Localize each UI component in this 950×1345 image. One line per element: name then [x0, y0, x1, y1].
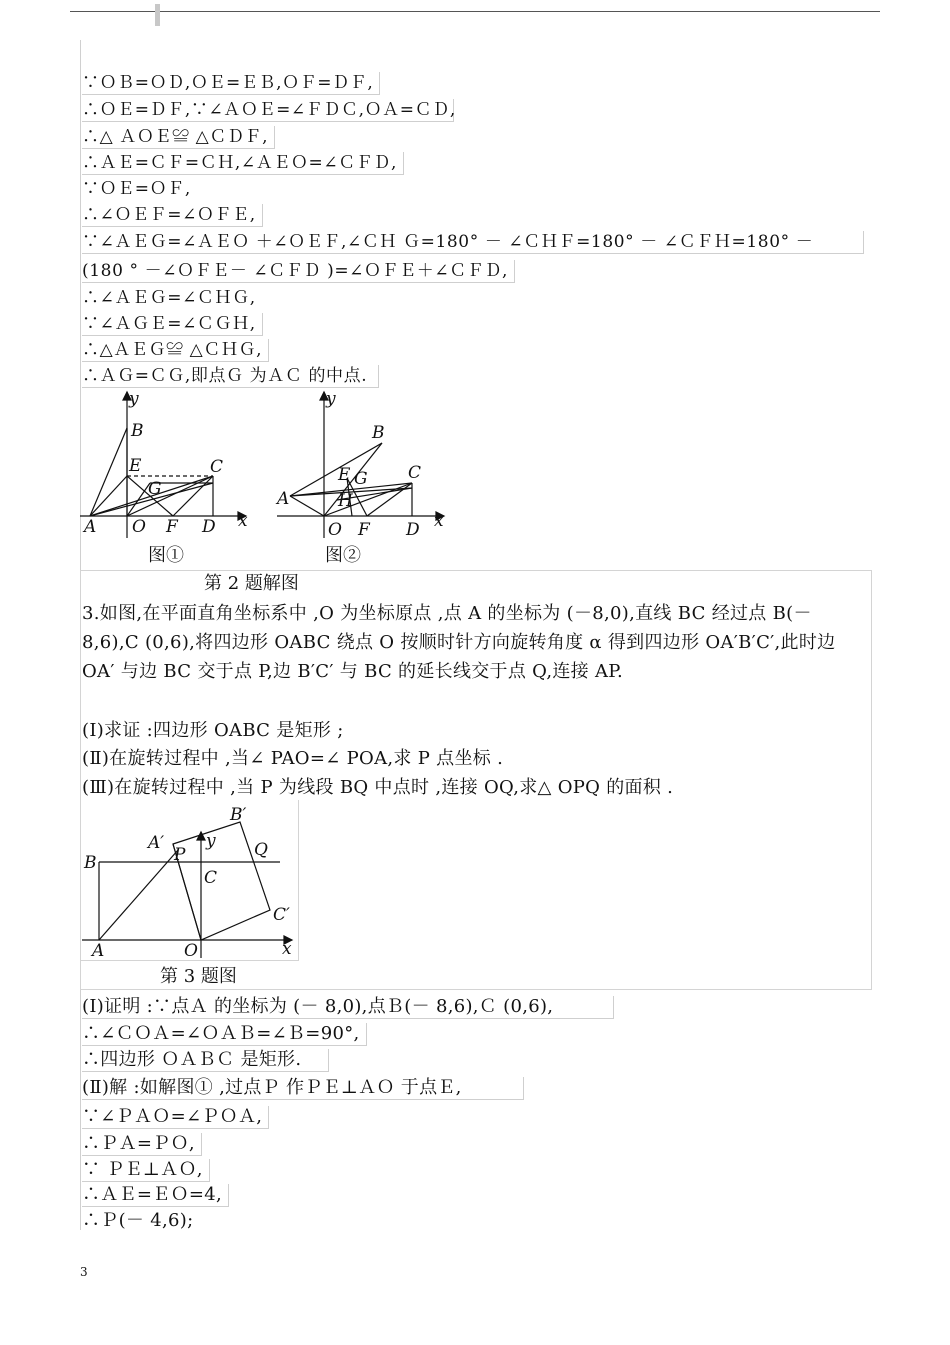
problem3-question-3: (Ⅲ)在旋转过程中 ,当 P 为线段 BQ 中点时 ,连接 OQ,求△ OPQ 的面积 .: [82, 777, 674, 798]
fig3-label-x: x: [282, 939, 292, 959]
problem3-question-2: (Ⅱ)在旋转过程中 ,当∠ PAO=∠ POA,求 P 点坐标 .: [82, 748, 504, 769]
solution3-line-4: (Ⅱ)解 :如解图① ,过点Ｐ 作ＰＥ⊥ＡＯ 于点Ｅ,: [82, 1077, 524, 1100]
figure-3-caption: 第 3 题图: [160, 966, 237, 987]
solution3-line-9: ∴Ｐ(－ 4,6);: [82, 1210, 194, 1231]
proof2-line-3: ∴△ ＡＯＥ≌ △ＣＤＦ,: [82, 126, 275, 149]
header-rule: [70, 11, 880, 12]
fig1-label-D: D: [202, 517, 216, 537]
fig1-label-y: y: [129, 389, 139, 409]
fig1-label-G: G: [148, 479, 162, 499]
fig3-label-B: B: [84, 853, 97, 873]
fig2-label-O: O: [328, 520, 342, 540]
fig3-label-A: A: [92, 941, 105, 961]
fig2-label-H: H: [338, 491, 353, 511]
proof2-line-7: ∵∠ＡＥＧ=∠ＡＥＯ ＋∠ＯＥＦ,∠ＣＨ Ｇ=180° － ∠ＣＨＦ=180° － ∠ＣＦＨ=180° －: [82, 231, 864, 254]
fig2-label-x: x: [434, 511, 444, 531]
fig1-label-C: C: [210, 457, 224, 477]
proof2-line-4: ∴ＡＥ=ＣＦ=ＣＨ,∠ＡＥＯ=∠ＣＦＤ,: [82, 152, 404, 175]
figure-2-1: [78, 388, 248, 543]
fig1-label-F: F: [166, 517, 178, 537]
solution3-line-5: ∵∠ＰＡＯ=∠ＰＯＡ,: [82, 1106, 269, 1129]
solution3-line-2: ∴∠ＣＯＡ=∠ＯＡＢ=∠Ｂ=90°,: [82, 1023, 367, 1046]
proof2-line-12: ∴ＡＧ=ＣＧ,即点Ｇ 为ＡＣ 的中点.: [82, 365, 379, 388]
problem3-statement: 3.如图,在平面直角坐标系中 ,O 为坐标原点 ,点 A 的坐标为 (－8,0),直线 BC 经过点 B(－8,6),C (0,6),将四边形 OABC 绕点 O 按顺时针方向旋转角度 α 得到四边形 OA′B′C′,此时边 OA′ 与边 BC 交于点 P,边 B′C′ 与 BC 的延长线交于点 Q,连接 AP.: [82, 603, 836, 682]
proof2-line-9: ∴∠ＡＥＧ=∠ＣＨＧ,: [82, 288, 256, 308]
fig1-label-x: x: [238, 511, 248, 531]
fig3-label-Bprime: B′: [230, 805, 247, 825]
figure-2-2: [272, 388, 450, 543]
fig3-label-C: C: [204, 868, 218, 888]
solution3-line-3: ∴四边形 ＯＡＢＣ 是矩形.: [82, 1049, 329, 1072]
fig2-label-D: D: [406, 520, 420, 540]
fig2-caption: 图②: [325, 545, 361, 566]
fig3-label-O: O: [184, 941, 198, 961]
fig1-caption: 图①: [148, 545, 184, 566]
proof2-line-10: ∵∠ＡＧＥ=∠ＣＧＨ,: [82, 313, 263, 336]
fig2-label-A: A: [277, 489, 290, 509]
fig2-label-F: F: [358, 520, 370, 540]
figure-3: [80, 800, 299, 961]
fig1-label-E: E: [129, 456, 142, 476]
proof2-line-8: (180 ° －∠ＯＦＥ－ ∠ＣＦＤ )=∠ＯＦＥ＋∠ＣＦＤ,: [82, 260, 515, 283]
problem3-question-1: (Ⅰ)求证 :四边形 OABC 是矩形 ;: [82, 720, 344, 741]
fig3-label-Aprime: A′: [148, 833, 165, 853]
fig2-label-y: y: [326, 389, 336, 409]
solution3-line-6: ∴ＰＡ=ＰＯ,: [82, 1133, 202, 1156]
fig1-label-O: O: [132, 517, 146, 537]
fig2-label-E: E: [338, 465, 351, 485]
page-number: 3: [80, 1265, 88, 1279]
fig3-label-P: P: [174, 845, 186, 865]
fig3-label-Cprime: C′: [273, 905, 290, 925]
solution3-line-7: ∵ ＰＥ⊥ＡＯ,: [82, 1159, 210, 1182]
fig3-label-Q: Q: [254, 840, 268, 860]
fig2-label-G: G: [354, 469, 368, 489]
fig2-label-B: B: [372, 423, 385, 443]
proof2-line-5: ∵ＯＥ=ＯＦ,: [82, 179, 191, 199]
proof2-line-2: ∴ＯＥ=ＤＦ,∵∠ＡＯＥ=∠ＦＤＣ,ＯＡ=ＣＤ,: [82, 100, 456, 120]
proof2-line-1: ∵ＯＢ=ＯＤ,ＯＥ=ＥＢ,ＯＦ=ＤＦ,: [82, 72, 380, 95]
header-mark: [155, 4, 160, 26]
fig1-label-B: B: [131, 421, 144, 441]
proof2-line-6: ∴∠ＯＥＦ=∠ＯＦＥ,: [82, 204, 263, 227]
fig2-label-C: C: [408, 463, 422, 483]
fig3-label-y: y: [206, 831, 216, 851]
fig1-label-A: A: [84, 517, 97, 537]
proof2-line-11: ∴△ＡＥＧ≌ △ＣＨＧ,: [82, 339, 269, 362]
solution3-line-8: ∴ＡＥ=ＥＯ=4,: [82, 1184, 229, 1207]
figure-2-caption: 第 2 题解图: [204, 573, 299, 594]
solution3-line-1: (Ⅰ)证明 :∵点Ａ 的坐标为 (－ 8,0),点Ｂ(－ 8,6),Ｃ (0,6),: [82, 996, 614, 1019]
